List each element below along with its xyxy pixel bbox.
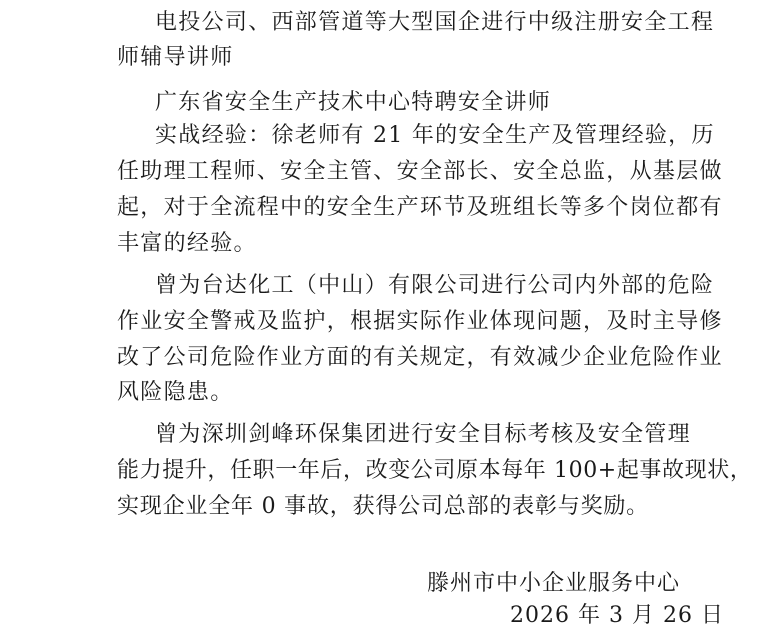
paragraph-2-line-1: 广东省安全生产技术中心特聘安全讲师 bbox=[155, 90, 552, 115]
paragraph-3-line-2: 任助理工程师、安全主管、安全部长、安全总监，从基层做 bbox=[117, 159, 723, 184]
paragraph-4-line-4: 风险隐患。 bbox=[117, 380, 234, 405]
paragraph-5-line-1: 曾为深圳剑峰环保集团进行安全目标考核及安全管理 bbox=[155, 422, 691, 447]
signature-organization: 滕州市中小企业服务中心 bbox=[427, 571, 681, 596]
paragraph-4-line-2: 作业安全警戒及监护，根据实际作业体现问题，及时主导修 bbox=[117, 309, 723, 334]
paragraph-3-line-1: 实战经验：徐老师有 21 年的安全生产及管理经验，历 bbox=[155, 123, 715, 148]
paragraph-5-line-2: 能力提升，任职一年后，改变公司原本每年 100+起事故现状， bbox=[117, 458, 753, 483]
paragraph-1-line-1: 电投公司、西部管道等大型国企进行中级注册安全工程 bbox=[155, 10, 715, 35]
paragraph-4-line-1: 曾为台达化工（中山）有限公司进行公司内外部的危险 bbox=[155, 273, 715, 298]
signature-date: 2026 年 3 月 26 日 bbox=[510, 603, 724, 628]
paragraph-1-line-2: 师辅导讲师 bbox=[117, 45, 234, 70]
paragraph-3-line-3: 起，对于全流程中的安全生产环节及班组长等多个岗位都有 bbox=[117, 195, 723, 220]
paragraph-3-line-4: 丰富的经验。 bbox=[117, 231, 257, 256]
paragraph-5-line-3: 实现企业全年 0 事故，获得公司总部的表彰与奖励。 bbox=[117, 494, 649, 519]
paragraph-4-line-3: 改了公司危险作业方面的有关规定，有效减少企业危险作业 bbox=[117, 345, 723, 370]
